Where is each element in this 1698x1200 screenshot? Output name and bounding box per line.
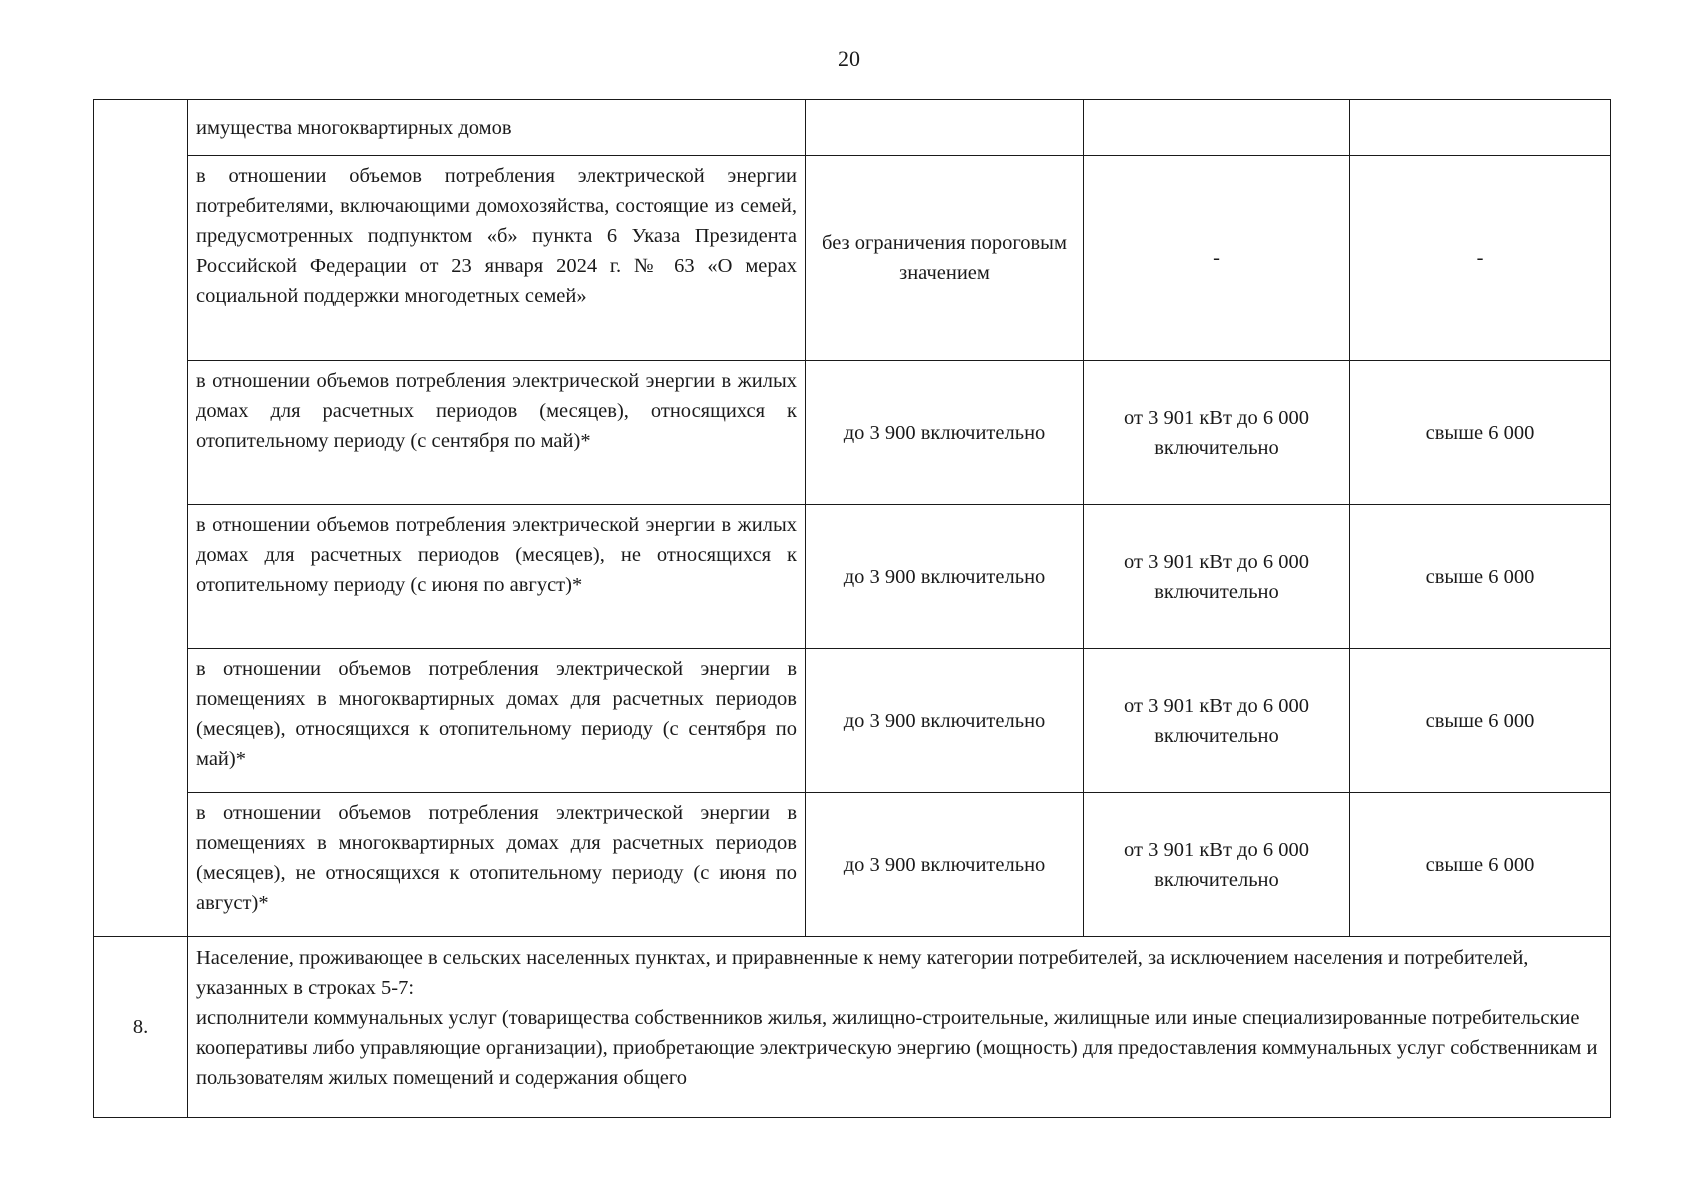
range-1-cell: до 3 900 включительно	[806, 793, 1084, 937]
range-2-cell: от 3 901 кВт до 6 000 включительно	[1084, 649, 1350, 793]
range-2-cell: -	[1084, 156, 1350, 361]
range-2-cell: от 3 901 кВт до 6 000 включительно	[1084, 361, 1350, 505]
description-text: в отношении объемов потребления электрической энергии в помещениях в многоквартирных домах для расчетных периодов (месяцев), относящихся к отопительному периоду (с сентября по май)*	[196, 658, 797, 770]
range-1-cell: до 3 900 включительно	[806, 649, 1084, 793]
range-3-cell: свыше 6 000	[1350, 649, 1611, 793]
range-2-cell	[1084, 100, 1350, 156]
description-text: в отношении объемов потребления электрической энергии в помещениях в многоквартирных домах для расчетных периодов (месяцев), не относящихся к отопительному периоду (с июня по август)*	[196, 802, 797, 914]
range-1-cell: без ограничения пороговым значением	[806, 156, 1084, 361]
description-cell	[188, 156, 806, 361]
table-row	[94, 505, 1611, 649]
description-text: в отношении объемов потребления электрической энергии в жилых домах для расчетных периодов (месяцев), не относящихся к отопительному периоду (с июня по август)*	[196, 514, 797, 596]
table-row	[94, 361, 1611, 505]
tariff-table	[93, 99, 1611, 1118]
page-number: 20	[838, 46, 860, 71]
range-1-cell: до 3 900 включительно	[806, 361, 1084, 505]
range-3-cell: -	[1350, 156, 1611, 361]
table-row	[94, 793, 1611, 937]
description-cell	[188, 649, 806, 793]
table-row	[94, 937, 1611, 1118]
row-8-subitem: исполнители коммунальных услуг (товарищества собственников жилья, жилищно-строительные, жилищные или иные специализированные потребительские кооперативы либо управляющие организации), приобретающие электрическую энергию (мощность) для предоставления коммунальных услуг собственникам и пользователям жилых помещений и содержания общего	[196, 1007, 1598, 1089]
description-text: в отношении объемов потребления электрической энергии в жилых домах для расчетных периодов (месяцев), относящихся к отопительному периоду (с сентября по май)*	[196, 370, 797, 452]
range-2-cell: от 3 901 кВт до 6 000 включительно	[1084, 793, 1350, 937]
row-8-heading: Население, проживающее в сельских населенных пунктах, и приравненные к нему категории потребителей, за исключением населения и потребителей, указанных в строках 5-7:	[196, 947, 1529, 999]
range-2-cell: от 3 901 кВт до 6 000 включительно	[1084, 505, 1350, 649]
range-1-cell	[806, 100, 1084, 156]
description-cell	[188, 505, 806, 649]
description-text: имущества многоквартирных домов	[196, 116, 512, 139]
range-3-cell: свыше 6 000	[1350, 793, 1611, 937]
description-text: в отношении объемов потребления электрической энергии потребителями, включающими домохозяйства, состоящие из семей, предусмотренных подпунктом «б» пункта 6 Указа Президента Российской Федерации от 23 января 2024 г. № 63 «О мерах социальной поддержки многодетных семей»	[196, 165, 797, 307]
description-cell	[188, 361, 806, 505]
row-8-description-cell	[188, 937, 1611, 1118]
range-3-cell: свыше 6 000	[1350, 361, 1611, 505]
row-number-cell: 8.	[94, 937, 188, 1118]
table-row	[94, 156, 1611, 361]
description-cell	[188, 793, 806, 937]
range-1-cell: до 3 900 включительно	[806, 505, 1084, 649]
range-3-cell	[1350, 100, 1611, 156]
row-number-cell	[94, 100, 188, 937]
table-row	[94, 649, 1611, 793]
description-cell	[188, 100, 806, 156]
table-row	[94, 100, 1611, 156]
range-3-cell: свыше 6 000	[1350, 505, 1611, 649]
